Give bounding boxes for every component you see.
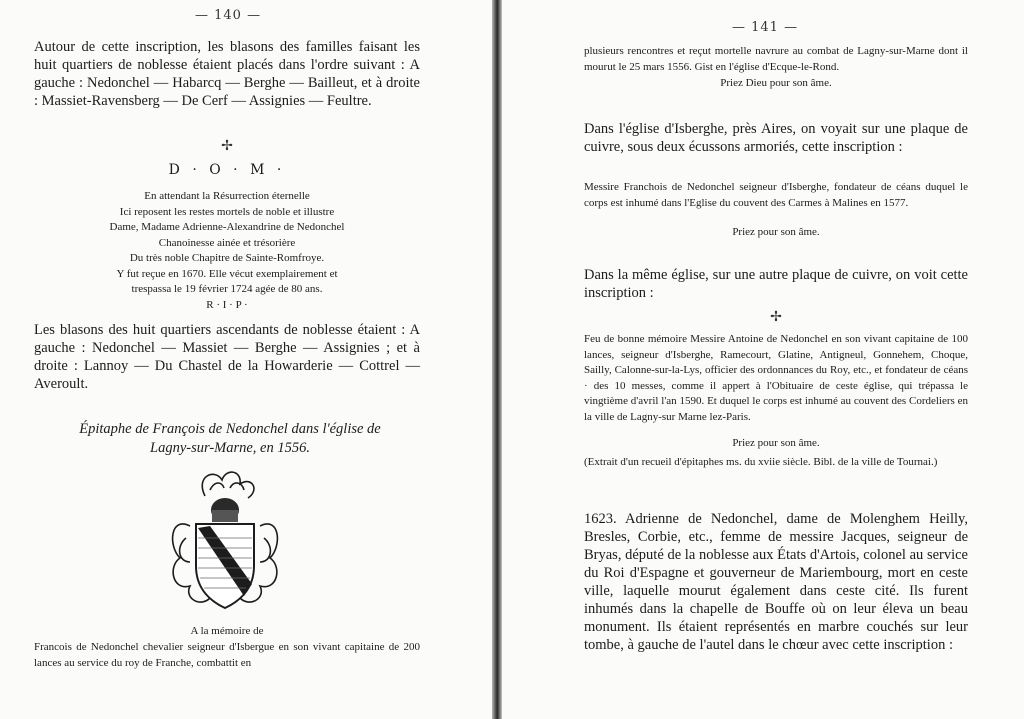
inscription-line: Y fut reçue en 1670. Elle vécut exemplairement et (116, 267, 338, 280)
page-number: — 141 — (732, 20, 799, 35)
dom-heading: D · O · M · (168, 162, 286, 178)
inscription-franchois: Messire Franchois de Nedonchel seigneur d'Isberghe, fondateur de céans duquel le corps est inhumé dans l'Eglise du couvent des Carmes à Malines en 1577. (584, 181, 968, 209)
inscription-line: En attendant la Résurrection éternelle (144, 190, 310, 202)
prayer-line: Priez Dieu pour son âme. (720, 77, 832, 89)
inscription-adrienne-alexandrine (60, 189, 394, 313)
inscription-line: Dame, Madame Adrienne-Alexandrine de Nedonchel (109, 221, 345, 233)
right-page (502, 0, 1024, 719)
meme-eglise-paragraph: Dans la même église, sur une autre plaque de cuivre, on voit cette inscription : (584, 267, 968, 301)
inscription-line: trespassa le 19 février 1724 agée de 80 ans. (131, 283, 323, 295)
inscription-line: R · I · P · (206, 298, 248, 311)
page-number: — 140 — (195, 8, 262, 23)
memorial-heading: A la mémoire de (190, 625, 264, 637)
prayer-line: Priez pour son âme. (732, 226, 820, 238)
cross-ornament-icon: ✢ (770, 309, 782, 325)
inscription-line: Ici reposent les restes mortels de noble et illustre (119, 205, 335, 218)
blasons-paragraph: Autour de cette inscription, les blasons des familles faisant les huit quartiers de noblesse étaient placés dans l'ordre suivant : A gauche : Nedonchel — Habarcq — Berghe — Bailleut, et à droite : Massiet-Ravensberg — De Cerf — Assignies — Feultre. (34, 39, 420, 109)
quartiers-paragraph: Les blasons des huit quartiers ascendants de noblesse étaient : A gauche : Nedonchel — Massiet — Berghe — Assignies ; et à droite : Lannoy — Du Chastel de la Howarderie — Cottrel — Averoult. (34, 322, 420, 392)
book-gutter (492, 0, 502, 719)
memorial-text: Francois de Nedonchel chevalier seigneur d'Isbergue en son vivant capitaine de 200 lances au service du roy de Franche, combattit en (34, 641, 420, 669)
inscription-antoine: Feu de bonne mémoire Messire Antoine de Nedonchel en son vivant capitaine de 100 lances, seigneur d'Isberghe, Ramecourt, Glatine, Antigneul, Gonnehem, Choque, Sailly, Calonne-sur-la-Lys, officier des ordonnances du Roy, etc., et fondateur de céans · des 10 messes, comme il appert à l'Obituaire de ceste église, qui trépassa le vingtième d'avril l'an 1590. Et duquel le corps est inhumé au couvent des Cordeliers en la ville de Lagny-sur Marne lez-Paris. (584, 333, 968, 423)
epitaph-title: Épitaphe de François de Nedonchel dans l'église de Lagny-sur-Marne, en 1556. (79, 421, 381, 456)
isberghe-paragraph: Dans l'église d'Isberghe, près Aires, on voyait sur une plaque de cuivre, sous deux écussons armoriés, cette inscription : (584, 121, 968, 155)
paragraph-1623: 1623. Adrienne de Nedonchel, dame de Molenghem Heilly, Bresles, Corbie, etc., femme de messire Jacques, seigneur de Bryas, député de la noblesse aux États d'Artois, colonel au service du Roi d'Espagne et gouverneur de Mariembourg, mort en ceste ville, laquelle mourut également dans ceste cité. Ils furent inhumés dans la chapelle de Bouffe où on leur éleva un beau monument. Ils étaient représentés en marbre couchés sur leur tombe, à gauche de l'autel dans le chœur avec cette inscription : (584, 511, 968, 653)
inscription-line: Du très noble Chapitre de Sainte-Romfroye. (129, 252, 325, 264)
inscription-line: Chanoinesse ainée et trésorière (158, 236, 296, 249)
coat-of-arms-icon (160, 466, 290, 616)
source-note: (Extrait d'un recueil d'épitaphes ms. du xviie siècle. Bibl. de la ville de Tournai.) (584, 456, 938, 468)
left-page (0, 0, 492, 719)
continued-inscription: plusieurs rencontres et reçut mortelle navrure au combat de Lagny-sur-Marne dont il mourut le 25 mars 1556. Gist en l'église d'Ecque-le-Rond. (584, 45, 968, 73)
prayer-line: Priez pour son âme. (732, 437, 820, 449)
cross-ornament-icon: ✢ (221, 138, 233, 154)
